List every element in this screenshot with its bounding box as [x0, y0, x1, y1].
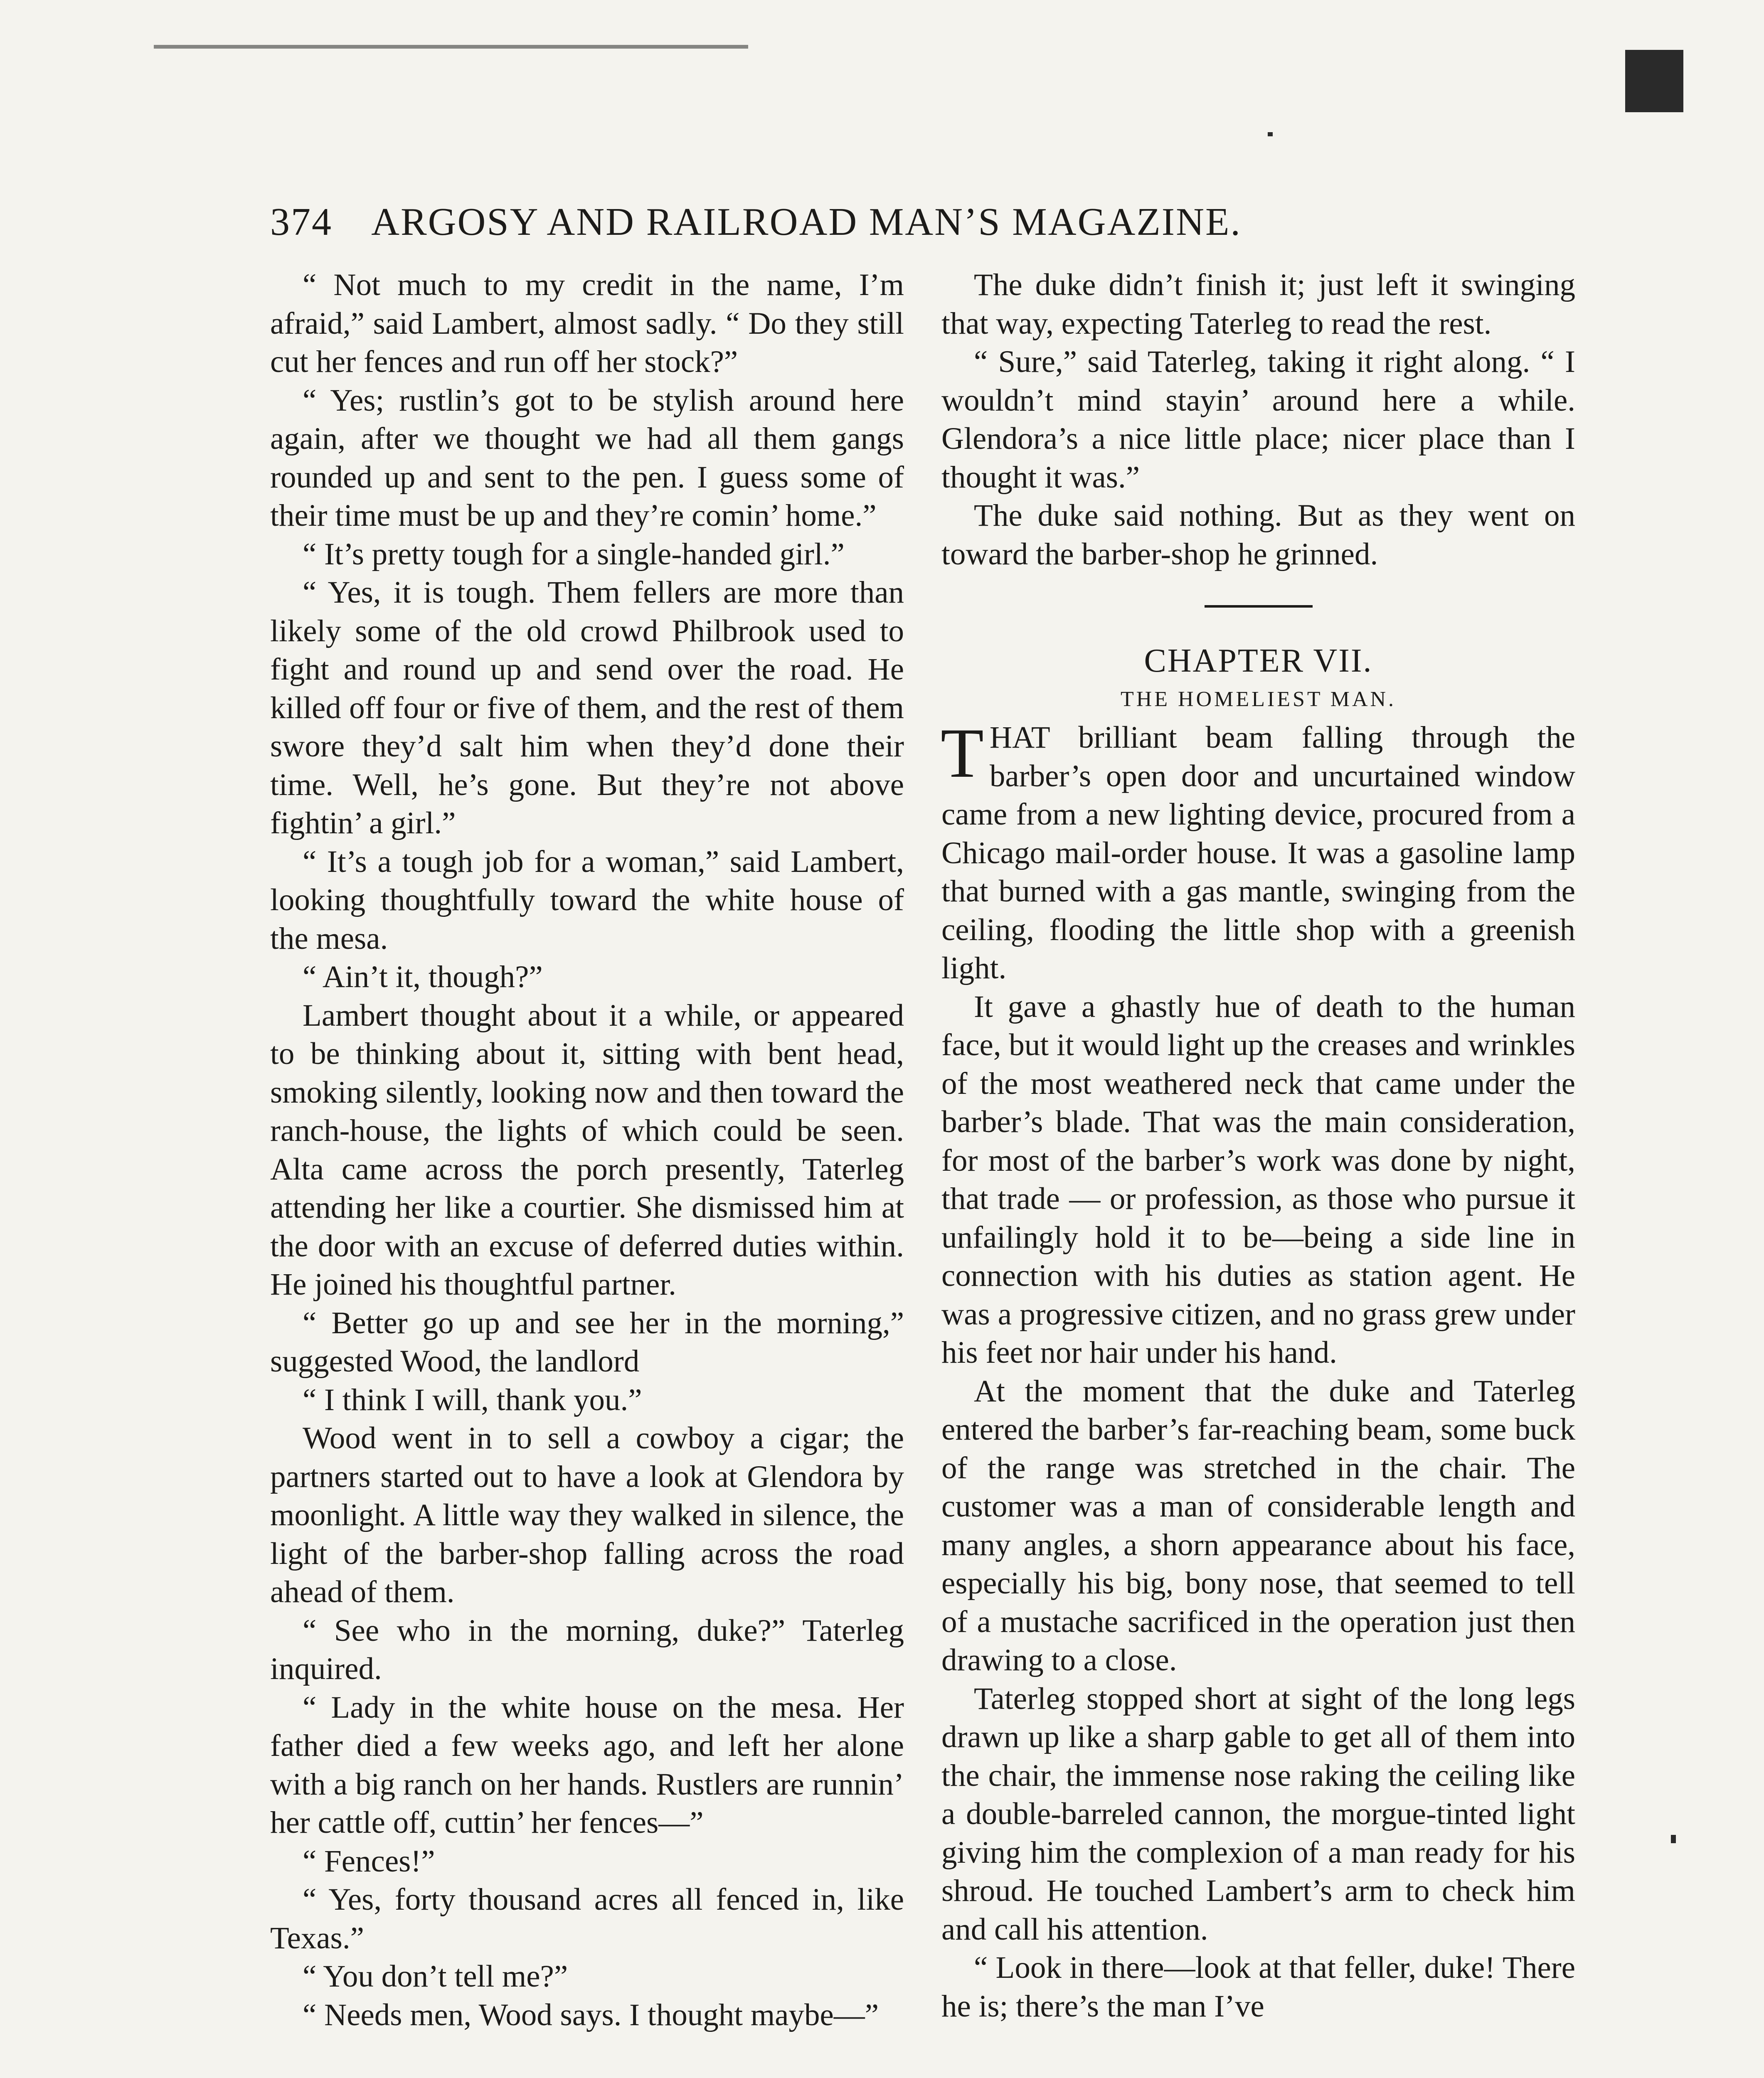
magazine-title: ARGOSY AND RAILROAD MAN’S MAGAZINE. — [371, 200, 1242, 244]
right-column — [941, 266, 1575, 2026]
paragraph: “ You don’t tell me?” — [303, 1959, 568, 1994]
paragraph: Lambert thought about it a while, or appeared to be thinking about it, sitting with bent head, smoking silently, looking now and then toward the ranch-house, the lights of which could be seen. Alta came across the porch presently, Taterleg attending her like a courtier. She dismissed him at the door with an excuse of deferred duties within. He joined his thoughtful partner. — [270, 998, 904, 1302]
paragraph: “ I think I will, thank you.” — [303, 1382, 642, 1417]
paragraph: Wood went in to sell a cowboy a cigar; the partners started out to have a look at Glendora by moonlight. A little way they walked in silence, the light of the barber-shop falling across the road ahead of them. — [270, 1421, 904, 1609]
paragraph: “ Sure,” said Taterleg, taking it right along. “ I wouldn’t mind stayin’ around here a while. Glendora’s a nice little place; nicer place than I thought it was.” — [941, 345, 1575, 495]
scan-smudge-top — [154, 45, 748, 49]
paragraph: “ Ain’t it, though?” — [303, 960, 543, 994]
paragraph: “ Needs men, Wood says. I thought maybe—” — [303, 1997, 879, 2032]
paragraph: The duke said nothing. But as they went on toward the barber-shop he grinned. — [941, 498, 1575, 571]
paragraph: “ Lady in the white house on the mesa. Her father died a few weeks ago, and left her alone with a big ranch on her hands. Rustlers are runnin’ her cattle off, cuttin’ her fences—” — [270, 1690, 904, 1840]
chapter-title: CHAPTER VII. — [1144, 643, 1373, 679]
scan-corner-mark — [1625, 50, 1683, 112]
left-column — [270, 266, 904, 2034]
chapter-first-paragraph — [941, 714, 1575, 988]
drop-cap: T — [941, 714, 984, 792]
paragraph: “ It’s a tough job for a woman,” said Lambert, looking thoughtfully toward the white house of the mesa. — [270, 844, 904, 956]
paragraph: “ Not much to my credit in the name, I’m afraid,” said Lambert, almost sadly. “ Do they still cut her fences and run off her stock?” — [270, 268, 904, 379]
paragraph: “ Better go up and see her in the morning,” suggested Wood, the landlord — [270, 1305, 904, 1379]
paragraph: “ See who in the morning, duke?” Taterleg inquired. — [270, 1613, 904, 1686]
right-column-opening — [941, 266, 1575, 574]
paragraph: “ It’s pretty tough for a single-handed girl.” — [303, 537, 845, 571]
section-rule — [1205, 605, 1313, 608]
paragraph: “ Yes, it is tough. Them fellers are more than likely some of the old crowd Philbrook used to fight and round up and send over the road. He killed off four or five of them, and the rest of them swore they’d salt him when they’d done their time. Well, he’s gone. But they’re not above fightin’ a girl.” — [270, 575, 904, 840]
paragraph: “ Yes; rustlin’s got to be stylish around here again, after we thought we had all them gangs rounded up and sent to the pen. I guess some of their time must be up and they’re comin’ home.” — [270, 383, 904, 533]
paragraph: “ Look in there—look at that feller, duke! There he is; there’s the man I’ve — [941, 1950, 1575, 2024]
first-paragraph-text: HAT brilliant beam falling through the barber’s open door and uncurtained window came from a new lighting device, procured from a Chicago mail-order house. It was a gasoline lamp that burned with a gas mantle, swinging from the ceiling, flooding the little shop with a greenish light. — [941, 720, 1575, 985]
paragraph: “ Fences!” — [303, 1844, 435, 1879]
scan-dot-margin — [1671, 1835, 1676, 1843]
paragraph: The duke didn’t finish it; just left it swinging that way, expecting Taterleg to read the rest. — [941, 268, 1575, 341]
page-number: 374 — [270, 200, 333, 244]
scan-dot — [1268, 132, 1273, 136]
chapter-body — [941, 988, 1575, 2026]
paragraph: Taterleg stopped short at sight of the long legs drawn up like a sharp gable to get all of them into the chair, the immense nose raking the ceiling like a double-barreled cannon, the morgue-tinted light giving him the complexion of a man ready for his shroud. He touched Lambert’s arm to check him and call his attention. — [941, 1681, 1575, 1947]
chapter-subtitle: THE HOMELIEST MAN. — [1120, 687, 1397, 711]
running-header — [270, 199, 1343, 254]
paragraph: It gave a ghastly hue of death to the human face, but it would light up the creases and wrinkles of the most weathered neck that came under the barber’s blade. That was the main consideration, for most of the barber’s work was done by night, that trade — or profession, as those who pursue it unfailingly hold it to be—being a side line in connection with his duties as station agent. He was a progressive citizen, and no grass grew under his feet nor hair under his hand. — [941, 989, 1575, 1370]
paragraph: At the moment that the duke and Taterleg entered the barber’s far-reaching beam, some buck of the range was stretched in the chair. The customer was a man of considerable length and many angles, a shorn appearance about his face, especially his big, bony nose, that seemed to tell of a mustache sacrificed in the operation just then drawing to a close. — [941, 1374, 1575, 1677]
paragraph: “ Yes, forty thousand acres all fenced in, like Texas.” — [270, 1882, 904, 1955]
